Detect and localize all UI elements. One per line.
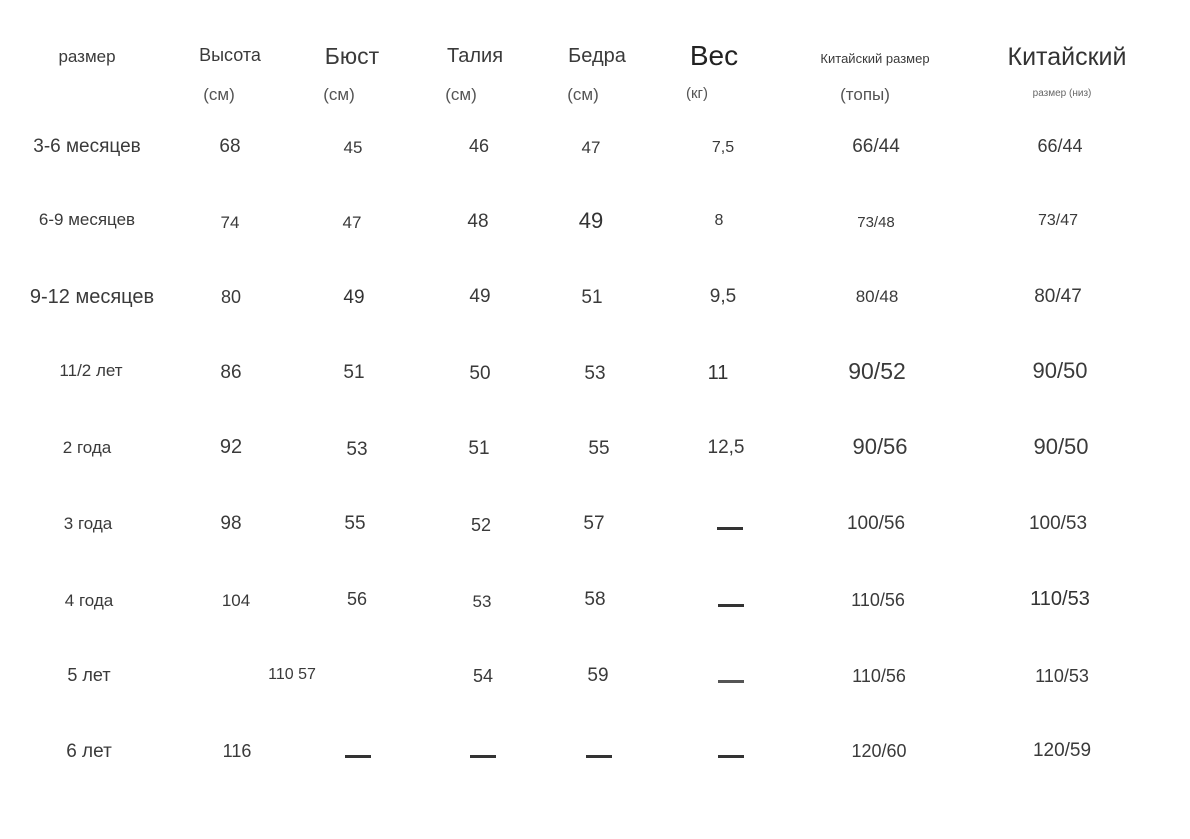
cell-cn-bottoms: 110/53 bbox=[1030, 588, 1090, 610]
cell-cn-tops: 90/56 bbox=[852, 434, 908, 459]
cell-height: 92 bbox=[219, 436, 243, 458]
cell-waist: 50 bbox=[469, 363, 491, 384]
cell-height: 74 bbox=[220, 213, 240, 232]
cell-cn-tops: 120/60 bbox=[851, 741, 907, 761]
cell-cn-bottoms: 110/53 bbox=[1035, 666, 1089, 686]
row-size: 9-12 месяцев bbox=[29, 286, 155, 308]
cell-weight: 11 bbox=[707, 362, 729, 384]
cell-height: 98 bbox=[220, 513, 242, 534]
header-bust: Бюст bbox=[324, 43, 380, 69]
row-size: 6 лет bbox=[66, 741, 112, 762]
row-size: 6-9 месяцев bbox=[38, 210, 136, 229]
cell-height: 68 bbox=[219, 136, 241, 157]
cell-cn-tops: 100/56 bbox=[846, 513, 906, 534]
row-size: 3-6 месяцев bbox=[33, 136, 141, 157]
cell-cn-bottoms: 90/50 bbox=[1033, 434, 1089, 459]
cell-height: 86 bbox=[220, 362, 242, 383]
cell-hips: 58 bbox=[584, 589, 606, 610]
cell-waist: 49 bbox=[469, 286, 491, 307]
cell-cn-tops: 90/52 bbox=[848, 358, 906, 384]
header-cn-bottoms-sub: размер (низ) bbox=[1032, 88, 1092, 99]
cell-height: 80 bbox=[220, 287, 242, 307]
header-waist: Талия bbox=[446, 45, 504, 67]
cell-waist: 54 bbox=[472, 666, 494, 686]
cell-cn-tops: 66/44 bbox=[852, 136, 900, 157]
cell-weight: 9,5 bbox=[709, 286, 737, 307]
row-size: 2 года bbox=[62, 438, 112, 457]
cell-height: 110 57 bbox=[268, 666, 316, 683]
cell-hips: 49 bbox=[578, 208, 604, 233]
row-size: 4 года bbox=[64, 591, 114, 610]
cell-cn-tops: 73/48 bbox=[857, 214, 895, 231]
row-size: 3 года bbox=[63, 514, 113, 533]
row-size: 11/2 лет bbox=[59, 361, 123, 380]
cell-cn-bottoms: 66/44 bbox=[1037, 136, 1083, 156]
row-size: 5 лет bbox=[67, 665, 111, 685]
cell-weight-dash bbox=[718, 604, 744, 607]
header-cn-tops-sub: (топы) bbox=[840, 85, 890, 104]
cell-waist: 46 bbox=[468, 136, 490, 156]
cell-hips-dash bbox=[586, 755, 612, 758]
cell-cn-bottoms: 90/50 bbox=[1032, 358, 1088, 383]
cell-hips: 55 bbox=[588, 438, 610, 459]
cell-hips: 53 bbox=[584, 363, 606, 384]
header-waist-unit: (см) bbox=[445, 85, 477, 104]
cell-cn-bottoms: 120/59 bbox=[1032, 740, 1092, 761]
cell-weight-dash bbox=[718, 680, 744, 683]
cell-cn-tops: 110/56 bbox=[852, 666, 906, 686]
cell-weight: 8 bbox=[714, 212, 724, 229]
header-weight: Вес bbox=[689, 40, 739, 71]
cell-cn-tops: 80/48 bbox=[855, 287, 899, 306]
header-cn-bottoms: Китайский bbox=[1007, 43, 1127, 71]
cell-cn-bottoms: 73/47 bbox=[1037, 212, 1079, 229]
cell-hips: 59 bbox=[587, 665, 609, 686]
cell-hips: 47 bbox=[581, 138, 601, 157]
cell-bust: 53 bbox=[346, 439, 368, 460]
cell-bust: 56 bbox=[346, 589, 368, 609]
cell-weight-dash bbox=[717, 527, 743, 530]
cell-waist: 52 bbox=[470, 515, 492, 535]
cell-bust: 47 bbox=[342, 213, 362, 232]
cell-bust-dash bbox=[345, 755, 371, 758]
cell-cn-bottoms: 80/47 bbox=[1034, 286, 1082, 307]
cell-height: 116 bbox=[222, 741, 252, 761]
cell-cn-bottoms: 100/53 bbox=[1028, 513, 1088, 534]
cell-height: 104 bbox=[221, 591, 251, 610]
cell-waist-dash bbox=[470, 755, 496, 758]
cell-weight: 12,5 bbox=[707, 437, 745, 458]
cell-weight: 7,5 bbox=[711, 139, 735, 156]
cell-weight-dash bbox=[718, 755, 744, 758]
cell-hips: 51 bbox=[581, 287, 603, 308]
cell-cn-tops: 110/56 bbox=[851, 590, 905, 610]
header-height-unit: (см) bbox=[203, 85, 235, 104]
header-bust-unit: (см) bbox=[323, 85, 355, 104]
cell-waist: 48 bbox=[467, 211, 489, 232]
cell-bust: 51 bbox=[343, 362, 365, 383]
cell-bust: 45 bbox=[343, 138, 363, 157]
cell-waist: 51 bbox=[468, 438, 490, 459]
header-weight-unit: (кг) bbox=[685, 85, 709, 102]
header-hips: Бедра bbox=[568, 45, 626, 67]
cell-bust: 49 bbox=[343, 287, 365, 308]
header-hips-unit: (см) bbox=[567, 85, 599, 104]
cell-bust: 55 bbox=[344, 513, 366, 534]
header-cn-tops: Китайский размер bbox=[820, 51, 930, 66]
header-size: размер bbox=[58, 47, 116, 66]
cell-hips: 57 bbox=[583, 513, 605, 534]
header-height: Высота bbox=[199, 45, 261, 65]
cell-waist: 53 bbox=[472, 592, 492, 611]
